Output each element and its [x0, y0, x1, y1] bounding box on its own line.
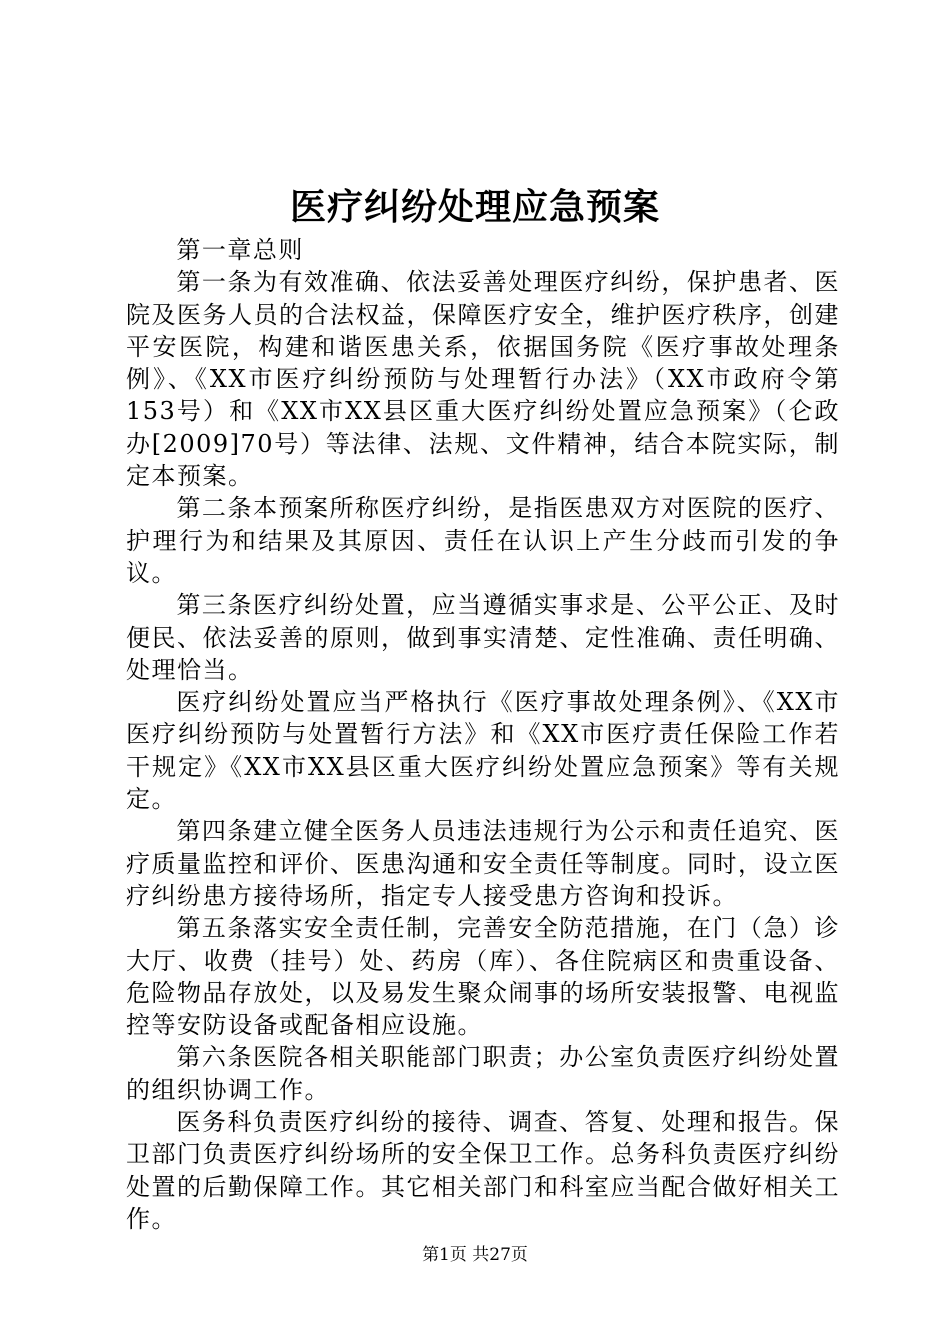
paragraph-article-2: 第二条本预案所称医疗纠纷，是指医患双方对医院的医疗、护理行为和结果及其原因、责任在认识上产生分歧而引发的争议。 [126, 494, 840, 587]
paragraph-article-3: 第三条医疗纠纷处置，应当遵循实事求是、公平公正、及时便民、依法妥善的原则，做到事实清楚、定性准确、责任明确、处理恰当。 [126, 591, 840, 684]
paragraph-article-6: 第六条医院各相关职能部门职责；办公室负责医疗纠纷处置的组织协调工作。 [126, 1043, 840, 1104]
paragraph-article-6-duties: 医务科负责医疗纠纷的接待、调查、答复、处理和报告。保卫部门负责医疗纠纷场所的安全保卫工作。总务科负责医疗纠纷处置的后勤保障工作。其它相关部门和科室应当配合做好相关工作。 [126, 1108, 840, 1233]
page-number-footer: 第1页 共27页 [422, 1245, 528, 1265]
paragraph-article-3-regulations: 医疗纠纷处置应当严格执行《医疗事故处理条例》、《XX市医疗纠纷预防与处置暂行方法》和《XX市医疗责任保险工作若干规定》《XX市XX县区重大医疗纠纷处置应急预案》等有关规定。 [126, 688, 840, 814]
paragraph-article-5: 第五条落实安全责任制，完善安全防范措施，在门（急）诊大厅、收费（挂号）处、药房（库）、各住院病区和贵重设备、危险物品存放处，以及易发生聚众闹事的场所安装报警、电视监控等安防设备或配备相应设施。 [126, 914, 840, 1040]
chapter-heading: 第一章总则 [176, 236, 304, 264]
document-title: 医疗纠纷处理应急预案 [289, 186, 660, 228]
paragraph-article-1: 第一条为有效准确、依法妥善处理医疗纠纷，保护患者、医院及医务人员的合法权益，保障医疗安全，维护医疗秩序，创建平安医院，构建和谐医患关系，依据国务院《医疗事故处理条例》、《XX市医疗纠纷预防与处理暂行办法》（XX市政府令第153号）和《XX市XX县区重大医疗纠纷处置应急预案》（仑政办[2009]70号）等法律、法规、文件精神，结合本院实际，制定本预案。 [126, 268, 840, 491]
document-body [126, 234, 840, 1235]
paragraph-article-4: 第四条建立健全医务人员违法违规行为公示和责任追究、医疗质量监控和评价、医患沟通和安全责任等制度。同时，设立医疗纠纷患方接待场所，指定专人接受患方咨询和投诉。 [126, 817, 840, 910]
